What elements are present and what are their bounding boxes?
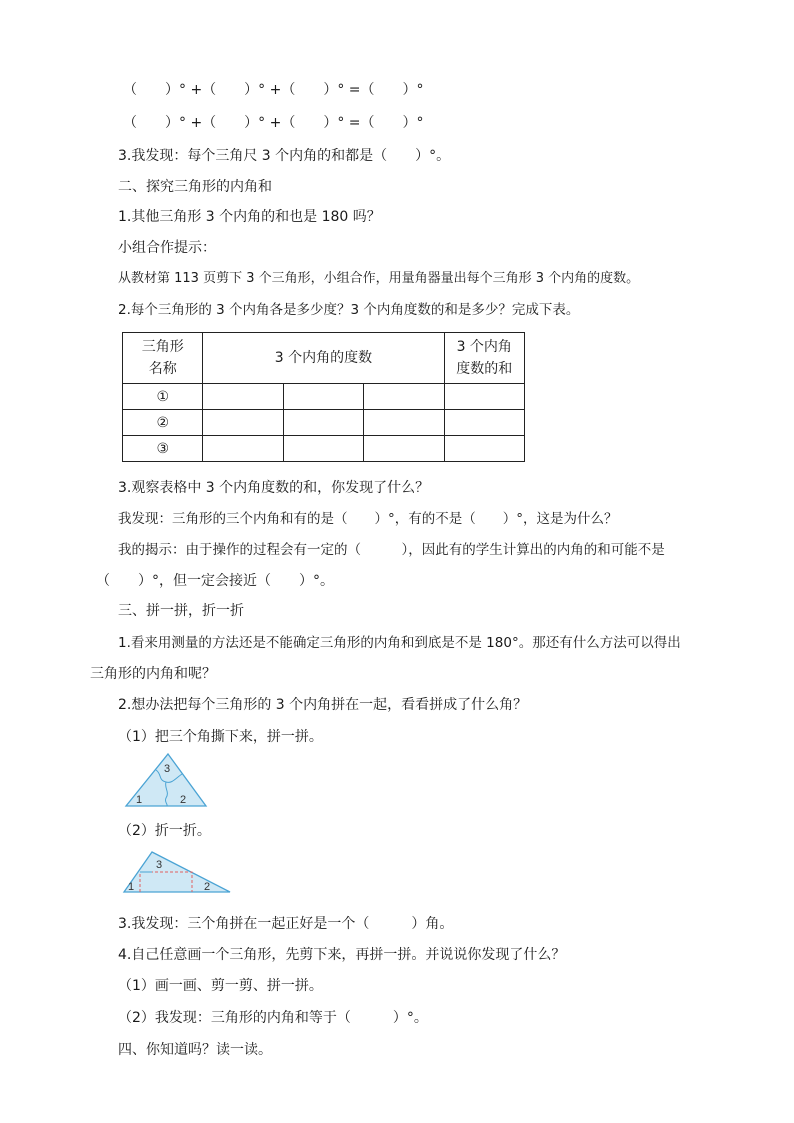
question-text: 2.每个三角形的 3 个内角各是多少度？3 个内角度数的和是多少？完成下表。 [118, 302, 580, 318]
step-text: （1）画一画、剪一剪、拼一拼。 [118, 978, 323, 994]
finding-text: 我发现：三角形的三个内角和有的是（ ）°，有的不是（ ）°，这是为什么？ [118, 511, 618, 527]
table-cell[interactable] [283, 436, 363, 462]
angle-label-2: 2 [204, 881, 211, 893]
table-cell[interactable] [364, 410, 444, 436]
angle-label-3: 3 [156, 859, 163, 871]
table-cell[interactable] [444, 436, 524, 462]
finding-text: 3.我发现：三个角拼在一起正好是一个（ ）角。 [118, 916, 454, 932]
header-angle-sum: 3 个内角 度数的和 [444, 333, 524, 384]
header-triangle-name: 三角形 名称 [123, 333, 203, 384]
question-text: 2.想办法把每个三角形的 3 个内角拼在一起，看看拼成了什么角？ [118, 697, 528, 713]
table-cell[interactable] [364, 436, 444, 462]
step-text: （1）把三个角撕下来，拼一拼。 [118, 729, 323, 745]
table-row [123, 436, 525, 462]
question-text: 4.自己任意画一个三角形，先剪下来，再拼一拼。并说说你发现了什么？ [118, 947, 566, 963]
section-heading: 四、你知道吗？读一读。 [118, 1042, 272, 1058]
row-label: ① [123, 384, 203, 410]
header-angles: 3 个内角的度数 [203, 333, 444, 384]
hint-title: 小组合作提示： [118, 240, 216, 256]
torn-corners-triangle-figure [124, 752, 208, 808]
table-cell[interactable] [444, 384, 524, 410]
step-text: （2）我发现：三角形的内角和等于（ ）°。 [118, 1010, 428, 1026]
equation-line: （ ）° +（ ）° +（ ）° =（ ）° [123, 115, 424, 131]
angle-label-1: 1 [128, 881, 135, 893]
table-cell[interactable] [203, 436, 283, 462]
equation-line: （ ）° +（ ）° +（ ）° =（ ）° [123, 82, 424, 98]
section-heading: 三、拼一拼，折一折 [118, 603, 244, 619]
table-row [123, 384, 525, 410]
table-cell[interactable] [444, 410, 524, 436]
folded-triangle-figure [122, 850, 232, 894]
angle-table [122, 332, 525, 462]
question-text: 3.观察表格中 3 个内角度数的和，你发现了什么？ [118, 480, 430, 496]
hint-text: 从教材第 113 页剪下 3 个三角形，小组合作，用量角器量出每个三角形 3 个内角的度数。 [118, 271, 640, 286]
reveal-text: 我的揭示：由于操作的过程会有一定的（ ），因此有的学生计算出的内角的和可能不是 [118, 542, 665, 558]
angle-label-3: 3 [164, 763, 171, 775]
table-row [123, 410, 525, 436]
finding-text: 3.我发现：每个三角尺 3 个内角的和都是（ ）°。 [118, 148, 451, 164]
table-cell[interactable] [364, 384, 444, 410]
angle-label-2: 2 [180, 794, 187, 806]
row-label: ③ [123, 436, 203, 462]
step-text: （2）折一折。 [118, 823, 211, 839]
reveal-text: （ ）°，但一定会接近（ ）°。 [96, 573, 334, 589]
table-cell[interactable] [203, 410, 283, 436]
section-heading: 二、探究三角形的内角和 [118, 179, 272, 195]
table-cell[interactable] [283, 410, 363, 436]
question-text: 三角形的内角和呢？ [90, 666, 216, 682]
table-cell[interactable] [203, 384, 283, 410]
angle-label-1: 1 [136, 794, 143, 806]
row-label: ② [123, 410, 203, 436]
question-text: 1.其他三角形 3 个内角的和也是 180 吗？ [118, 209, 381, 225]
table-cell[interactable] [283, 384, 363, 410]
question-text: 1.看来用测量的方法还是不能确定三角形的内角和到底是不是 180°。那还有什么方法可以得出 [118, 635, 681, 651]
